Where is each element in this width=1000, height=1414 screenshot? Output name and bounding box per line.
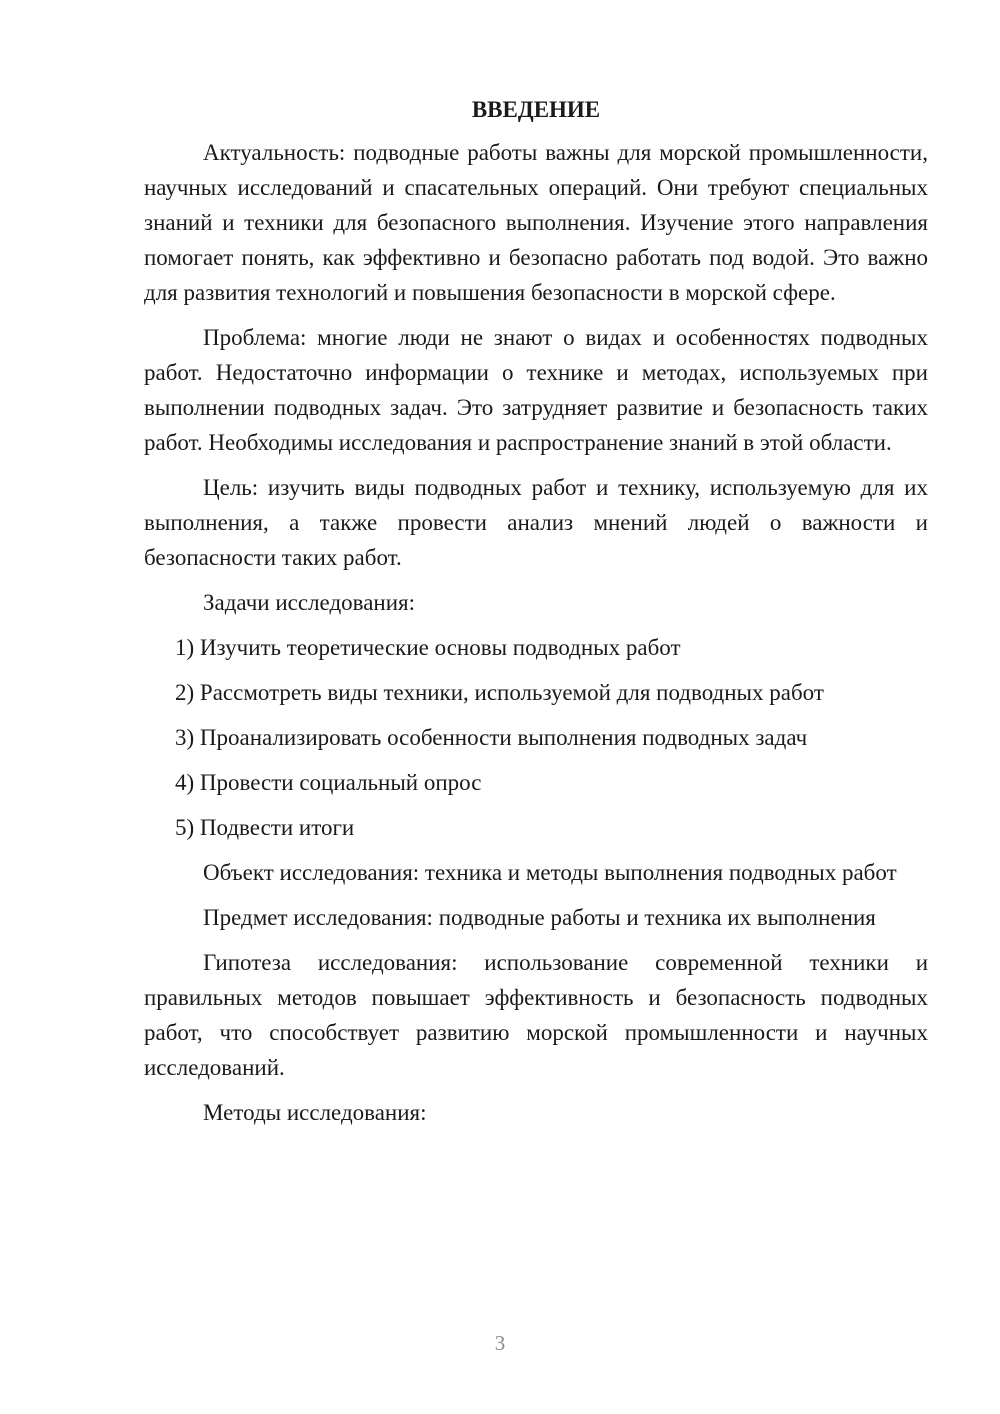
problem-paragraph: Проблема: многие люди не знают о видах и особенностях подводных работ. Недостаточно информации о технике и методах, используемых при выполнении подводных задач. Это затрудняет развитие и безопасность таких работ. Необходимы исследования и распространение знаний в этой области.: [144, 325, 928, 455]
relevance-paragraph: Актуальность: подводные работы важны для морской промышленности, научных исследований и спасательных операций. Они требуют специальных знаний и техники для безопасного выполнения. Изучение этого направления помогает понять, как эффективно и безопасно работать под водой. Это важно для развития технологий и повышения безопасности в морской сфере.: [144, 140, 928, 305]
object-paragraph: Объект исследования: техника и методы выполнения подводных работ: [203, 860, 897, 885]
tasks-heading: Задачи исследования:: [203, 590, 416, 615]
task-item: 3) Проанализировать особенности выполнения подводных задач: [175, 725, 808, 750]
page-number: 3: [494, 1331, 506, 1355]
tasks-list: [144, 630, 928, 845]
task-item: 5) Подвести итоги: [175, 815, 355, 840]
subject-paragraph: Предмет исследования: подводные работы и техника их выполнения: [203, 905, 876, 930]
task-item: 2) Рассмотреть виды техники, используемой для подводных работ: [175, 680, 824, 705]
methods-heading: Методы исследования:: [203, 1100, 427, 1125]
hypothesis-paragraph: Гипотеза исследования: использование современной техники и правильных методов повышает эффективность и безопасность подводных работ, что способствует развитию морской промышленности и научных исследований.: [144, 950, 928, 1080]
task-item: 4) Провести социальный опрос: [175, 770, 482, 795]
page-content: [144, 92, 928, 1140]
goal-paragraph: Цель: изучить виды подводных работ и технику, используемую для их выполнения, а также провести анализ мнений людей о важности и безопасности таких работ.: [144, 475, 928, 570]
task-item: 1) Изучить теоретические основы подводных работ: [175, 635, 681, 660]
page-title: ВВЕДЕНИЕ: [471, 97, 601, 122]
